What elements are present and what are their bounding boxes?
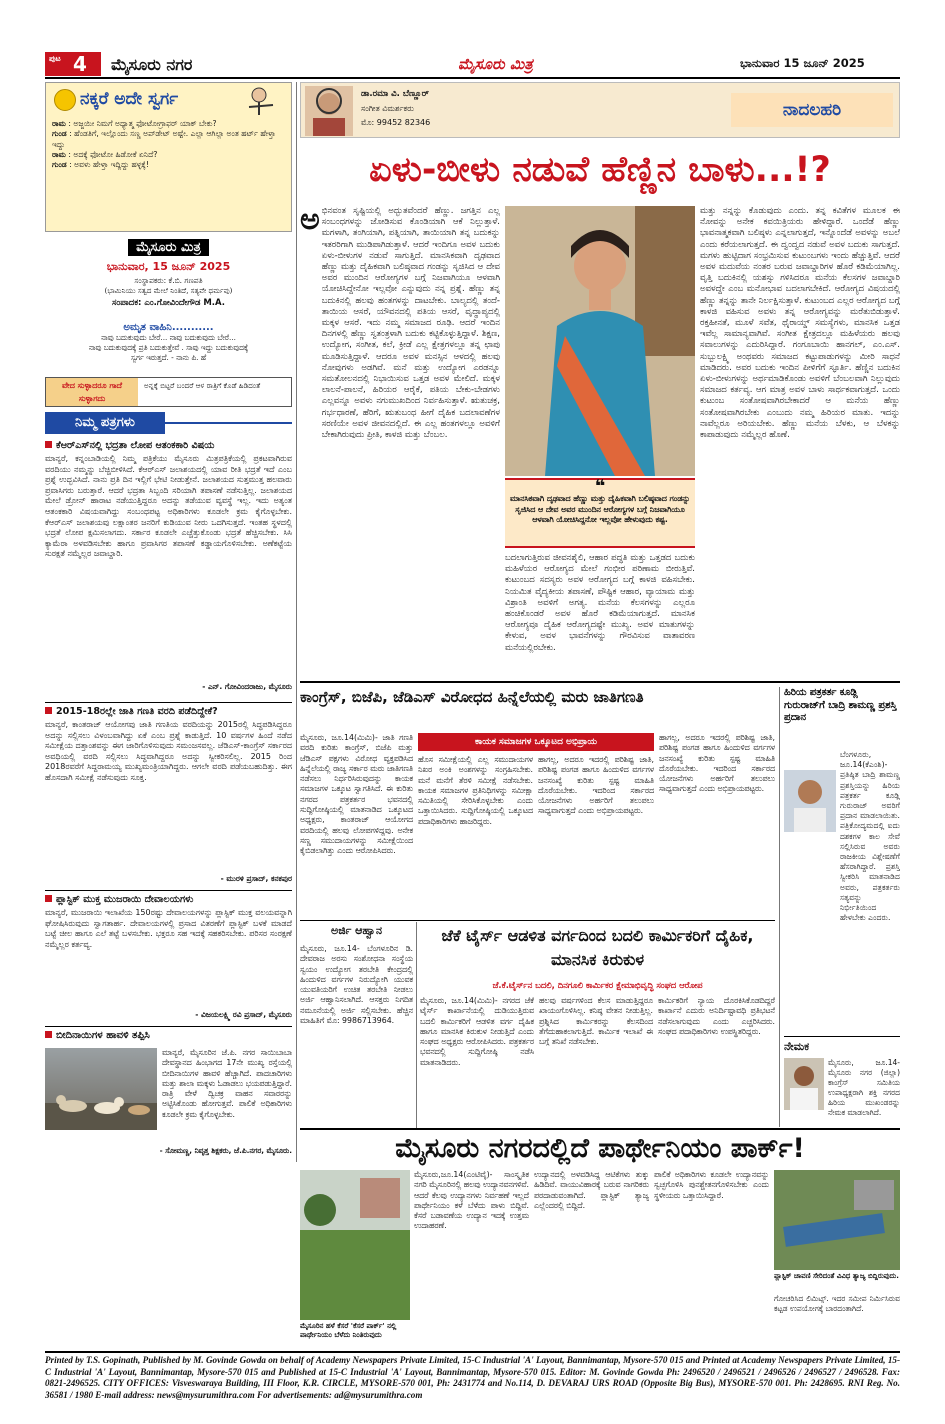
divider bbox=[784, 1036, 900, 1037]
dialogue-line: ಗುಂಡ : ಅವಳು ಹೇಳ್ತಾ ಇದ್ದಿದ್ದು ಹಳ್ಳಕ್ಕೆ! bbox=[52, 160, 149, 170]
quote-text: ಮಾನಸಿಕವಾಗಿ ದೃಢವಾದ ಹೆಣ್ಣು ಮತ್ತು ದೈಹಿಕವಾಗಿ ಬಲಿಷ್ಠವಾದ ಗಂಡನ್ನು ಸೃಜಿಸಿದ ಆ ದೇವ ಅವರ ಮುಂದಿನ ಆರೋಗ್ಯಗಳ ಬಗ್ಗೆ ನಿಜವಾಗಿಯೂ ಆಳವಾಗಿ ಯೋಚಿಸಿದ್ದನೋ ಇಲ್ಲವೋ ಹೇಳುವುದು ಕಷ್ಟ. bbox=[509, 494, 691, 524]
amrutha-line: ನಾವು ಬದುಕುವುದು ಬೇರೆ... ನಾವು ಬದುಕುವುದು ಬೇರೆ... bbox=[101, 333, 236, 342]
page-number-box bbox=[45, 52, 101, 76]
arji-title: ಅರ್ಜಿ ಆಹ್ವಾನ bbox=[330, 924, 383, 937]
letter-signature: - ವಿಜಯಲಕ್ಷ್ಮಿ ರವಿ ಪ್ರಸಾದ್, ಮೈಸೂರು bbox=[195, 1010, 292, 1019]
divider bbox=[300, 1128, 900, 1130]
drop-cap: ಅ bbox=[300, 202, 320, 237]
letter-body: ಮಾನ್ಯರೆ, ಮೈಸೂರಿನ ಜೆ.ಪಿ. ನಗರ ಸಾಯಿಬಾಬಾ ದೇವಸ್ಥಾನದ ಹಿಂಭಾಗದ 17ನೇ ಮುಖ್ಯ ರಸ್ತೆಯಲ್ಲಿ ಬೀದಿನಾಯಿಗಳ ಹಾವಳಿ ಹೆಚ್ಚಾಗಿದೆ. ಪಾದಚಾರಿಗಳು ಮತ್ತು ಶಾಲಾ ಮಕ್ಕಳು ಓಡಾಡಲು ಭಯಪಡುತ್ತಿದ್ದಾರೆ. ರಾತ್ರಿ ವೇಳೆ ದ್ವಿಚಕ್ರ ವಾಹನ ಸವಾರರನ್ನು ಅಟ್ಟಿಸಿಕೊಂಡು ಹೋಗುತ್ತವೆ. ಪಾಲಿಕೆ ಅಧಿಕಾರಿಗಳು ಕೂಡಲೇ ಕ್ರಮ ಕೈಗೊಳ್ಳಬೇಕು. bbox=[162, 1048, 292, 1119]
nakkare-title: ನಕ್ಕರೆ ಅದೇ ಸ್ವರ್ಗ bbox=[80, 89, 179, 109]
park-col2: ಉದ್ಯಾನದಲ್ಲಿ ಅಳವಡಿಸಿದ್ದ ಆಟಿಕೆಗಳು ತುಕ್ಕು ಹಿಡಿದಿವೆ. ವಾಯುವಿಹಾರಕ್ಕೆ ಬರುವ ನಾಗರಿಕರು ಪರದಾಡುವಂತಾಗಿದೆ. ಪ್ಲಾಸ್ಟಿಕ್ ತ್ಯಾಜ್ಯ ಎಲ್ಲೆಂದರಲ್ಲಿ ಬಿದ್ದಿದೆ. bbox=[534, 1170, 649, 1210]
park-photo-left bbox=[300, 1170, 410, 1320]
dialogue-line: ಗುಂಡ : ಹೆಂಡತಿಗೆ, ಇಲ್ಲೊಂದು ಸಣ್ಣ ಅಪ್‌ಡೇಟ್ ಅಷ್ಟೇ. ಎಲ್ಲಾ ಆಗಿಲ್ಲಾ ಅಂತ ಹರ್ಟ್ ಹೇಳ್ತಾ ಇದ್ದು bbox=[52, 129, 276, 149]
bullet-icon bbox=[45, 895, 52, 902]
author-photo bbox=[305, 86, 353, 136]
caste-col1: ಮೈಸೂರು, ಜೂ.14(ಮಿಮಿ)- ಜಾತಿ ಗಣತಿ ವರದಿ ಕುರಿತು ಕಾಂಗ್ರೆಸ್, ಬಿಜೆಪಿ ಮತ್ತು ಜೆಡಿಎಸ್ ಪಕ್ಷಗಳು ವಿರೋಧ ವ್ಯಕ್ತಪಡಿಸಿದ ಹಿನ್ನೆಲೆಯಲ್ಲಿ ರಾಜ್ಯ ಸರ್ಕಾರ ಮರು ಜಾತಿಗಣತಿ ನಡೆಸಲು ನಿರ್ಧರಿಸಿರುವುದನ್ನು ಕಾಯಕ ಸಮಾಜಗಳ ಒಕ್ಕೂಟ ಸ್ವಾಗತಿಸಿದೆ. ಈ ಕುರಿತು ನಗರದ ಪತ್ರಕರ್ತರ ಭವನದಲ್ಲಿ ಸುದ್ದಿಗೋಷ್ಠಿಯಲ್ಲಿ ಮಾತನಾಡಿದ ಒಕ್ಕೂಟದ ಅಧ್ಯಕ್ಷರು, ಕಾಂತರಾಜ್ ಆಯೋಗದ ವರದಿಯಲ್ಲಿ ಹಲವು ಲೋಪಗಳಿದ್ದವು. ಅನೇಕ ಸಣ್ಣ ಸಮುದಾಯಗಳನ್ನು ಸಮೀಕ್ಷೆಯಿಂದ ಕೈಬಿಡಲಾಗಿತ್ತು ಎಂದು ಆರೋಪಿಸಿದರು. bbox=[300, 733, 413, 856]
section-title: ಮೈಸೂರು ನಗರ bbox=[111, 55, 193, 74]
park-caption-left: ಮೈಸೂರಿನ ಹಳೆ ಕೆಸರೆ 'ಕೆಸರೆ ಪಾರ್ಕ್' ನಲ್ಲಿ ಪಾರ್ಥೇನಿಯಂ ಬೆಳೆದು ನಿಂತಿರುವುದು bbox=[300, 1322, 397, 1339]
feature-col3: ಮತ್ತು ನನ್ನನ್ನು ಕೊಡುವುದು ಎಂದು. ತನ್ನ ಕವಿತೆಗಳ ಮೂಲಕ ಈ ನೋವನ್ನು ಅನೇಕ ಕವಯಿತ್ರಿಯರು ಹೇಳಿದ್ದಾರೆ. ಒಂದೆಡೆ ಹೆಣ್ಣು ಭಾವನಾತ್ಮಕವಾಗಿ ಬಲಿಷ್ಠಳು ಎನ್ನಲಾಗುತ್ತದೆ, ಇನ್ನೊಂದೆಡೆ ಅವಳನ್ನು ಅಬಲೆ ಎಂದು ಕರೆಯಲಾಗುತ್ತದೆ. ಈ ದ್ವಂದ್ವದ ನಡುವೆ ಅವಳ ಬದುಕು ಸಾಗುತ್ತದೆ. ಮಗಳು ಹುಟ್ಟಿದಾಗ ಸಂಭ್ರಮಿಸುವ ಕುಟುಂಬಗಳು ಇಂದು ಹೆಚ್ಚುತ್ತಿವೆ. ಆದರೆ ಅವಳ ಮದುವೆಯ ನಂತರ ಬರುವ ಜವಾಬ್ದಾರಿಗಳ ಹೊರೆ ಕಡಿಮೆಯಾಗಿಲ್ಲ. ವೃತ್ತಿ ಬದುಕಿನಲ್ಲಿ ಯಶಸ್ಸು ಗಳಿಸಿದರೂ ಮನೆಯ ಕೆಲಸಗಳ ಜವಾಬ್ದಾರಿ ಅವಳದ್ದೇ ಎಂಬ ಮನೋಭಾವ ಬದಲಾಗಬೇಕಿದೆ. ಆರೋಗ್ಯದ ವಿಷಯದಲ್ಲಿ ಹೆಣ್ಣು ತನ್ನನ್ನು ತಾನೇ ನಿರ್ಲಕ್ಷಿಸುತ್ತಾಳೆ. ಕುಟುಂಬದ ಎಲ್ಲರ ಆರೋಗ್ಯದ ಬಗ್ಗೆ ಕಾಳಜಿ ವಹಿಸುವ ಅವಳು ತನ್ನ ಆರೋಗ್ಯವನ್ನು ಮರೆತುಬಿಡುತ್ತಾಳೆ. ರಕ್ತಹೀನತೆ, ಮೂಳೆ ಸವೆತ, ಥೈರಾಯ್ಡ್ ಸಮಸ್ಯೆಗಳು, ಮಾನಸಿಕ ಒತ್ತಡ ಇವೆಲ್ಲ ಸಾಮಾನ್ಯವಾಗಿವೆ. ಸಂಗೀತ ಕ್ಷೇತ್ರದಲ್ಲೂ ಮಹಿಳೆಯರು ಹಲವು ಸವಾಲುಗಳನ್ನು ಎದುರಿಸಿದ್ದಾರೆ. ಗಂಗೂಬಾಯಿ ಹಾನಗಲ್, ಎಂ.ಎಸ್. ಸುಬ್ಬುಲಕ್ಷ್ಮಿ ಅಂಥವರು ಸಮಾಜದ ಕಟ್ಟುಪಾಡುಗಳನ್ನು ಮೀರಿ ಸಾಧನೆ ಮಾಡಿದರು. ಅವರ ಬದುಕು ಇಂದಿನ ಪೀಳಿಗೆಗೆ ಸ್ಫೂರ್ತಿ. ಹೆಣ್ಣಿನ ಬದುಕಿನ ಏಳು-ಬೀಳುಗಳನ್ನು ಅರ್ಥಮಾಡಿಕೊಂಡು ಅವಳಿಗೆ ಬೆಂಬಲವಾಗಿ ನಿಲ್ಲುವುದು ಸಮಾಜದ ಕರ್ತವ್ಯ. ಆಗ ಮಾತ್ರ ಅವಳ ಬಾಳು ಸಾರ್ಥಕವಾಗುತ್ತದೆ. ಒಂದು ಕುಟುಂಬ ಸಂತೋಷವಾಗಿರಬೇಕಾದರೆ ಆ ಮನೆಯ ಹೆಣ್ಣು ಸಂತೋಷವಾಗಿರಬೇಕು ಎಂಬುದು ನಮ್ಮ ಹಿರಿಯರ ಮಾತು. ಇದನ್ನು ನಾವೆಲ್ಲರೂ ಅರಿಯಬೇಕು. ಹೆಣ್ಣು ಮನೆಯ ಬೆಳಕು, ಆ ಬೆಳಕನ್ನು ಕಾಪಾಡುವುದು ನಮ್ಮೆಲ್ಲರ ಹೊಣೆ. bbox=[700, 206, 900, 441]
jk-headline: ಜೆಕೆ ಟೈರ್ಸ್ ಆಡಳಿತ ವರ್ಗದಿಂದ ಬದಲಿ ಕಾರ್ಮಿಕರಿಗೆ ದೈಹಿಕ, ಮಾನಸಿಕ ಕಿರುಕುಳ bbox=[441, 926, 754, 969]
street-dogs-image bbox=[45, 1048, 157, 1130]
park-image bbox=[300, 1170, 410, 1320]
bullet-icon bbox=[45, 707, 52, 714]
letter-signature: - ಮುರಳಿ ಪ್ರಸಾದ್, ಕನಕಪುರ bbox=[220, 874, 292, 883]
letter-body: ಮಾನ್ಯರೆ, ಕಾಂತರಾಜ್ ಆಯೋಗವು ಜಾತಿ ಗಣತಿಯ ವರದಿಯನ್ನು 2015ರಲ್ಲಿ ಸಿದ್ಧಪಡಿಸಿದ್ದರೂ ಅದನ್ನು ಸಲ್ಲಿಸಲು ವಿಳಂಬವಾಗಿದ್ದು ಏಕೆ ಎಂಬ ಪ್ರಶ್ನೆ ಕಾಡುತ್ತಿದೆ. 10 ವರ್ಷಗಳ ಹಿಂದೆ ನಡೆದ ಸಮೀಕ್ಷೆಯ ದತ್ತಾಂಶವನ್ನು ಈಗ ಜಾರಿಗೊಳಿಸುವುದು ಸಮಂಜಸವಲ್ಲ. ಜೆಡಿಎಸ್-ಕಾಂಗ್ರೆಸ್ ಸರ್ಕಾರದ ಅವಧಿಯಲ್ಲಿ ವರದಿ ಸಲ್ಲಿಸಲು ಸಿದ್ಧವಾಗಿದ್ದರೂ ಅದನ್ನು ಸ್ವೀಕರಿಸಲಿಲ್ಲ. 2015 ರಿಂದ 2018ರವರೆಗೆ ಸಿದ್ದರಾಮಯ್ಯ ಮುಖ್ಯಮಂತ್ರಿಯಾಗಿದ್ದರು. ಆಗಲೇ ವರದಿ ಪಡೆಯಬಹುದಿತ್ತು. ಈಗ ಹೊಸದಾಗಿ ಸಮೀಕ್ಷೆ ನಡೆಸುವುದು ಸೂಕ್ತ. bbox=[45, 720, 292, 782]
park-col1: ಮೈಸೂರು,ಜೂ.14(ಎಂಟಿವೈ)- ಸಾಂಸ್ಕೃತಿಕ ನಗರಿ ಮೈಸೂರಿನಲ್ಲಿ ಹಲವು ಉದ್ಯಾನವನಗಳಿವೆ. ಆದರೆ ಕೆಲವು ಉದ್ಯಾನಗಳು ನಿರ್ವಹಣೆ ಇಲ್ಲದೆ ಪಾರ್ಥೇನಿಯಂ ಕಳೆ ಬೆಳೆದು ಪಾಳು ಬಿದ್ದಿವೆ. ಕೆಸರೆ ಬಡಾವಣೆಯ ಉದ್ಯಾನ ಇದಕ್ಕೆ ಉತ್ತಮ ಉದಾಹರಣೆ. bbox=[414, 1170, 529, 1231]
divider bbox=[45, 890, 292, 891]
arji-body: ಮೈಸೂರು, ಜೂ.14- ಬೆಂಗಳೂರಿನ ಡಿ. ದೇವರಾಜ ಅರಸು ಸಂಶೋಧನಾ ಸಂಸ್ಥೆಯ ಸ್ವಯಂ ಉದ್ಯೋಗ ತರಬೇತಿ ಕೇಂದ್ರದಲ್ಲಿ ಹಿಂದುಳಿದ ವರ್ಗಗಳ ನಿರುದ್ಯೋಗಿ ಯುವಕ ಯುವತಿಯರಿಗೆ ಉಚಿತ ತರಬೇತಿ ನೀಡಲು ಅರ್ಜಿ ಆಹ್ವಾನಿಸಲಾಗಿದೆ. ಆಸಕ್ತರು ನಿಗದಿತ ನಮೂನೆಯಲ್ಲಿ ಅರ್ಜಿ ಸಲ್ಲಿಸಬೇಕು. ಹೆಚ್ಚಿನ ಮಾಹಿತಿಗೆ ಮೊ: 9986713964. bbox=[300, 944, 413, 1026]
column-divider bbox=[296, 82, 297, 1162]
paper-info-date: ಭಾನುವಾರ, 15 ಜೂನ್ 2025 bbox=[106, 260, 231, 273]
letter-title: ಪ್ಲಾಸ್ಟಿಕ್ ಮುಕ್ತ ಮುಜರಾಯಿ ದೇವಾಲಯಗಳು bbox=[45, 894, 292, 906]
nemaka-photo bbox=[784, 1058, 824, 1110]
nakkare-box bbox=[45, 82, 292, 232]
veda-right: ಅನ್ನಕ್ಕೆ ಬಿಟ್ಟರೆ ಬಂದರೆ ಆಳ ರಾತ್ರಿಗೆ ಕೊಡೆ ಹಿಡಿದಂತೆ bbox=[144, 381, 261, 390]
paper-info-line2: (ಭಾಮಿನಿಯು ಸತ್ವದ ಮೇಲೆ ನಿಂತಿದೆ, ಸತ್ಯವೇ ಧರ್ಮವು) bbox=[104, 286, 233, 295]
paper-info bbox=[45, 236, 292, 320]
paper-info-line1: ಸಂಸ್ಥಾಪಕರು: ಕೆ.ಬಿ. ಗಣಪತಿ bbox=[134, 276, 203, 285]
cartoon-figure-icon bbox=[241, 85, 281, 119]
park-col4: ಗೋಚರಿಸಿದ ಲಿಮಿಟ್ಸ್. ಇದರ ಸಮೀಪ ನಿರ್ಮಿಸಿರುವ ಕಟ್ಟಡ ಉಪಯೋಗಕ್ಕೆ ಬಾರದಂತಾಗಿದೆ. bbox=[774, 1294, 900, 1313]
laugh-icon bbox=[54, 89, 76, 111]
letter-body: ಮಾನ್ಯರೆ, ಮುಜರಾಯಿ ಇಲಾಖೆಯ 150ರಷ್ಟು ದೇವಾಲಯಗಳನ್ನು ಪ್ಲಾಸ್ಟಿಕ್ ಮುಕ್ತ ವಲಯವನ್ನಾಗಿ ಘೋಷಿಸಿರುವುದು ಸ್ವಾಗತಾರ್ಹ. ದೇವಾಲಯಗಳಲ್ಲಿ ಪ್ರಸಾದ ವಿತರಣೆಗೆ ಪ್ಲಾಸ್ಟಿಕ್ ಬಳಕೆ ಮಾಡದೆ ಬಟ್ಟೆ ಚೀಲ ಹಾಗೂ ಎಲೆ ತಟ್ಟೆ ಬಳಸಬೇಕು. ಭಕ್ತರೂ ಸಹ ಇದಕ್ಕೆ ಸಹಕರಿಸಬೇಕು. ಪರಿಸರ ಸಂರಕ್ಷಣೆ ನಮ್ಮೆಲ್ಲರ ಕರ್ತವ್ಯ. bbox=[45, 908, 292, 949]
waste-image bbox=[774, 1170, 900, 1270]
letter-item bbox=[45, 440, 292, 695]
bullet-icon bbox=[45, 441, 52, 448]
veda-left: ವೇದ ಸುಳ್ಳಾದರೂ ಗಾದೆ ಸುಳ್ಳಾಗದು bbox=[46, 378, 138, 406]
bullet-icon bbox=[45, 1031, 52, 1038]
masthead-rule bbox=[45, 77, 900, 79]
banner-rule bbox=[165, 422, 292, 424]
amrutha-title: ಅಮೃತ ವಾಹಿನಿ........... bbox=[123, 322, 214, 333]
paper-logo: ಮೈಸೂರು ಮಿತ್ರ bbox=[458, 55, 533, 73]
nemaka-body: ಮೈಸೂರು, ಜೂ.14- ಮೈಸೂರು ನಗರ (ಜಿಲ್ಲಾ) ಕಾಂಗ್ರೆಸ್ ಸಮಿತಿಯ ಉಪಾಧ್ಯಕ್ಷರಾಗಿ ಶಕ್ತಿ ನಗರದ ಹಿರಿಯ ಮುಖಂಡರನ್ನು ನೇಮಕ ಮಾಡಲಾಗಿದೆ. bbox=[828, 1058, 900, 1117]
letter-item bbox=[45, 894, 292, 1022]
veda-box bbox=[45, 377, 292, 407]
patragalu-banner bbox=[45, 412, 292, 436]
feature-headline: ಏಳು-ಬೀಳು ನಡುವೆ ಹೆಣ್ಣಿನ ಬಾಳು...!? bbox=[369, 150, 831, 190]
letter-item bbox=[45, 1030, 292, 1162]
page-label: ಪುಟ bbox=[49, 54, 61, 63]
jk-col3: ಕಾರ್ಮಿಕರಿಗೆ ನ್ಯಾಯ ದೊರಕಿಸಿಕೊಡದಿದ್ದರೆ ಕಾರ್ಖಾನೆ ಎದುರು ಅನಿರ್ದಿಷ್ಟಾವಧಿ ಪ್ರತಿಭಟನೆ ನಡೆಸಲಾಗುವುದು ಎಂದು ಎಚ್ಚರಿಸಿದರು. ಸಂಘದ ಪದಾಧಿಕಾರಿಗಳು ಉಪಸ್ಥಿತರಿದ್ದರು. bbox=[658, 996, 775, 1036]
letter-title: 2015-18ರಲ್ಲೇ ಜಾತಿ ಗಣತಿ ವರದಿ ಪಡೆದಿದ್ದೇಕೆ? bbox=[45, 706, 292, 718]
paper-info-logo: ಮೈಸೂರು ಮಿತ್ರ bbox=[128, 239, 209, 256]
guru-body: ಬೆಂಗಳೂರು, ಜೂ.14(ಕೆಎಂಶಿ)- ಪ್ರತಿಷ್ಠಿತ ಬಾದ್ರಿ ಶಾಮಣ್ಣ ಪ್ರಶಸ್ತಿಯನ್ನು ಹಿರಿಯ ಪತ್ರಕರ್ತ ಕೂಡ್ಲಿ ಗುರುರಾಜ್ ಅವರಿಗೆ ಪ್ರದಾನ ಮಾಡಲಾಯಿತು. ಪತ್ರಿಕೋದ್ಯಮದಲ್ಲಿ ಐದು ದಶಕಗಳ ಕಾಲ ಸೇವೆ ಸಲ್ಲಿಸಿರುವ ಅವರು ರಾಜಕೀಯ ವಿಶ್ಲೇಷಣೆಗೆ ಹೆಸರಾಗಿದ್ದಾರೆ. ಪ್ರಶಸ್ತಿ ಸ್ವೀಕರಿಸಿ ಮಾತನಾಡಿದ ಅವರು, ಪತ್ರಕರ್ತರು ಸತ್ಯವನ್ನು ನಿರ್ಭೀತಿಯಿಂದ ಹೇಳಬೇಕು ಎಂದರು. bbox=[840, 750, 900, 923]
dialogue-line: ರಾಮ : ಅದಕ್ಕೆ ಫೋಟೋ ಹಿಡೋಕೆ ಏನಿದೆ? bbox=[52, 149, 158, 159]
issue-date: ಭಾನುವಾರ 15 ಜೂನ್ 2025 bbox=[740, 56, 865, 70]
page-number: 4 bbox=[73, 52, 87, 76]
letter-item bbox=[45, 706, 292, 886]
quote-icon: ❝ bbox=[594, 476, 606, 497]
guru-headline: ಹಿರಿಯ ಪತ್ರಕರ್ತ ಕೂಡ್ಲಿ ಗುರುರಾಜ್‌ಗೆ ಬಾದ್ರಿ ಶಾಮಣ್ಣ ಪ್ರಶಸ್ತಿ ಪ್ರದಾನ bbox=[784, 687, 897, 723]
feature-col2-bottom: ಬದಲಾಗುತ್ತಿರುವ ಜೀವನಶೈಲಿ, ಆಹಾರ ಪದ್ಧತಿ ಮತ್ತು ಒತ್ತಡದ ಬದುಕು ಮಹಿಳೆಯರ ಆರೋಗ್ಯದ ಮೇಲೆ ಗಂಭೀರ ಪರಿಣಾಮ ಬೀರುತ್ತಿವೆ. ಕುಟುಂಬದ ಸದಸ್ಯರು ಅವಳ ಆರೋಗ್ಯದ ಬಗ್ಗೆ ಕಾಳಜಿ ವಹಿಸಬೇಕು. ನಿಯಮಿತ ವೈದ್ಯಕೀಯ ತಪಾಸಣೆ, ಪೌಷ್ಟಿಕ ಆಹಾರ, ವ್ಯಾಯಾಮ ಮತ್ತು ವಿಶ್ರಾಂತಿ ಅವಳಿಗೆ ಅಗತ್ಯ. ಮನೆಯ ಕೆಲಸಗಳನ್ನು ಎಲ್ಲರೂ ಹಂಚಿಕೊಂಡರೆ ಅವಳ ಹೊರೆ ಕಡಿಮೆಯಾಗುತ್ತದೆ. ಮಾನಸಿಕ ಆರೋಗ್ಯವೂ ದೈಹಿಕ ಆರೋಗ್ಯದಷ್ಟೇ ಮುಖ್ಯ. ಅವಳ ಮಾತುಗಳನ್ನು ಕೇಳುವ, ಅವಳ ಭಾವನೆಗಳನ್ನು ಗೌರವಿಸುವ ವಾತಾವರಣ ಮನೆಯಲ್ಲಿರಬೇಕು. bbox=[505, 553, 695, 653]
imprint-footer: Printed by T.S. Gopinath, Published by M. Govinde Gowda on behalf of Academy Newspapers Private Limited, 15-C Industrial 'A' Layout, Bannimantap, Mysore-570 015 and Printed at Academy Newspapers Private Limited, 15-C Industrial 'A' Layout, Bannimantap, Mysore-570 015 and Published at 15-C Industrial 'A' Layout, Bannimantap, Mysore-570 015. Editor: M. Govinde Gowda Ph: 2496520 / 2496521 / 2496526 / 2496527 / 2496528. Fax: 0821-2496525. CITY OFFICES: Visveswaraya Building, III Floor, K.R. CIRCLE, MYSORE-570 001, Ph: 2431774 and No.114, D. DEVARAJ URS ROAD (Opposite Big Bus), MYSORE-570 001. Ph: 2428695. RNI Reg. No. 36581 / 1980 E-mail address: news@mysurumithra.com For advertisements: ad@mysurumithra.com bbox=[45, 1355, 900, 1400]
divider bbox=[45, 1026, 292, 1027]
nemaka-title: ನೇಮಕ bbox=[784, 1040, 810, 1053]
author-role: ಸಂಗೀತ ವಿಮರ್ಶಕರು bbox=[361, 104, 414, 113]
jk-col2: ಹಲವು ವರ್ಷಗಳಿಂದ ಕೆಲಸ ಮಾಡುತ್ತಿದ್ದರೂ ಖಾಯಂಗೊಳಿಸಿಲ್ಲ. ಕನಿಷ್ಠ ವೇತನ ನೀಡುತ್ತಿಲ್ಲ. ಪ್ರಶ್ನಿಸಿದ ಕಾರ್ಮಿಕರನ್ನು ಕೆಲಸದಿಂದ ತೆಗೆದುಹಾಕಲಾಗುತ್ತಿದೆ. ಕಾರ್ಮಿಕ ಇಲಾಖೆ ಈ ಬಗ್ಗೆ ತನಿಖೆ ನಡೆಸಬೇಕು. bbox=[539, 996, 653, 1047]
feature-header bbox=[300, 82, 900, 138]
letter-title: ಬೀದಿನಾಯಿಗಳ ಹಾವಳಿ ತಪ್ಪಿಸಿ bbox=[45, 1030, 292, 1042]
letter-title: ಕೆಆರ್‌ಎಸ್‌ನಲ್ಲಿ ಭದ್ರತಾ ಲೋಪ ಆತಂಕಕಾರಿ ವಿಷಯ bbox=[45, 440, 292, 452]
caste-subhead: ಕಾಯಕ ಸಮಾಜಗಳ ಒಕ್ಕೂಟದ ಅಭಿಪ್ರಾಯ bbox=[418, 733, 654, 751]
patragalu-title: ನಿಮ್ಮ ಪತ್ರಗಳು bbox=[45, 412, 165, 434]
jk-col1: ಮೈಸೂರು, ಜೂ.14(ಮಿಮಿ)- ನಗರದ ಜೆಕೆ ಟೈರ್ಸ್ ಕಾರ್ಖಾನೆಯಲ್ಲಿ ದುಡಿಯುತ್ತಿರುವ ಬದಲಿ ಕಾರ್ಮಿಕರಿಗೆ ಆಡಳಿತ ವರ್ಗ ದೈಹಿಕ ಹಾಗೂ ಮಾನಸಿಕ ಕಿರುಕುಳ ನೀಡುತ್ತಿದೆ ಎಂದು ಸಂಘದ ಅಧ್ಯಕ್ಷರು ಆರೋಪಿಸಿದರು. ಪತ್ರಕರ್ತರ ಭವನದಲ್ಲಿ ಸುದ್ದಿಗೋಷ್ಠಿ ನಡೆಸಿ ಮಾತನಾಡಿದರು. bbox=[420, 996, 534, 1067]
caste-col2: ಹೊಸ ಸಮೀಕ್ಷೆಯಲ್ಲಿ ಎಲ್ಲ ಸಮುದಾಯಗಳ ನಿಖರ ಅಂಕಿ ಅಂಶಗಳನ್ನು ಸಂಗ್ರಹಿಸಬೇಕು. ಮನೆ ಮನೆಗೆ ತೆರಳಿ ಸಮೀಕ್ಷೆ ನಡೆಸಬೇಕು. ಕಾಯಕ ಸಮಾಜಗಳ ಪ್ರತಿನಿಧಿಗಳನ್ನು ಸಮೀಕ್ಷಾ ಸಮಿತಿಯಲ್ಲಿ ಸೇರಿಸಿಕೊಳ್ಳಬೇಕು ಎಂದು ಒತ್ತಾಯಿಸಿದರು. ಸುದ್ದಿಗೋಷ್ಠಿಯಲ್ಲಿ ಒಕ್ಕೂಟದ ಪದಾಧಿಕಾರಿಗಳು ಹಾಜರಿದ್ದರು. bbox=[418, 755, 533, 826]
caste-col3: ಹಾಗಲ್ಲ, ಅದರೂ ಇದರಲ್ಲಿ ಪರಿಶಿಷ್ಟ ಜಾತಿ, ಪರಿಶಿಷ್ಟ ಪಂಗಡ ಹಾಗೂ ಹಿಂದುಳಿದ ವರ್ಗಗಳ ಜನಸಂಖ್ಯೆ ಕುರಿತು ಸ್ಪಷ್ಟ ಮಾಹಿತಿ ದೊರೆಯಬೇಕು. ಇದರಿಂದ ಸರ್ಕಾರದ ಯೋಜನೆಗಳು ಅರ್ಹರಿಗೆ ತಲುಪಲು ಸಾಧ್ಯವಾಗುತ್ತದೆ ಎಂದು ಅಭಿಪ್ರಾಯಪಟ್ಟರು. bbox=[659, 733, 775, 794]
author-phone: ಮೊ: 99452 82346 bbox=[361, 118, 431, 127]
column-divider bbox=[416, 922, 417, 1128]
nakkare-dialogue bbox=[52, 119, 287, 170]
author-name: ಡಾ.ರಮಾ ವಿ. ಬೆಣ್ಣೂರ್ bbox=[361, 89, 429, 99]
park-caption-right: ಪ್ಲಾಸ್ಟಿಕ್ ಚಾವಣಿ ಸೇರಿದಂತೆ ವಿವಿಧ ತ್ಯಾಜ್ಯ ಬಿದ್ದಿರುವುದು. bbox=[774, 1272, 899, 1280]
jk-subhead: ಜೆ.ಕೆ.ಟೈರ್ಸ್‌ನ ಬದಲಿ, ದಿನಗೂಲಿ ಕಾರ್ಮಿಕರ ಕ್ಷೇಮಾಭಿವೃದ್ಧಿ ಸಂಘದ ಆರೋಪ bbox=[492, 980, 703, 990]
masthead bbox=[45, 50, 900, 78]
park-photo-right bbox=[774, 1170, 900, 1270]
column-name: ನಾದಲಹರಿ bbox=[731, 93, 893, 127]
column-divider bbox=[779, 687, 780, 1127]
feature-illustration bbox=[505, 206, 695, 476]
letter-body: ಮಾನ್ಯರೆ, ಕನ್ನಂಬಾಡಿಯಲ್ಲಿ ನಿಮ್ಮ ಪತ್ರಿಕೆಯು ಮೈಸೂರು ಮಿತ್ರಪತ್ರಿಕೆಯಲ್ಲಿ ಪ್ರಕಟವಾಗಿರುವ ವರದಿಯು ನಮ್ಮನ್ನು ಬೆಚ್ಚಿಬೀಳಿಸಿದೆ. ಕೆಆರ್‌ಎಸ್ ಜಲಾಶಯದಲ್ಲಿ ಯಾವ ರೀತಿ ಭದ್ರತೆ ಇದೆ ಎಂಬ ಪ್ರಶ್ನೆ ಉದ್ಭವಿಸಿದೆ. ನಾನು ಪ್ರತಿ ದಿನ ಇಲ್ಲಿಗೆ ಭೇಟಿ ನೀಡುತ್ತೇನೆ. ಜಲಾಶಯದ ಸುತ್ತಮುತ್ತ ಹಲವಾರು ಪ್ರವಾಸಿಗರು ಬರುತ್ತಾರೆ. ಆದರೆ ಭದ್ರತಾ ಸಿಬ್ಬಂದಿ ಸರಿಯಾಗಿ ತಪಾಸಣೆ ನಡೆಸುತ್ತಿಲ್ಲ. ಜಲಾಶಯದ ಮೇಲೆ ಡ್ರೋನ್ ಹಾರಾಟ ನಡೆಯುತ್ತಿದ್ದರೂ ಅದನ್ನು ತಡೆಯುವ ವ್ಯವಸ್ಥೆ ಇಲ್ಲ. ಇದು ಅತ್ಯಂತ ಆತಂಕಕಾರಿ ವಿಷಯವಾಗಿದ್ದು ಸಂಬಂಧಪಟ್ಟ ಅಧಿಕಾರಿಗಳು ಕೂಡಲೇ ಕ್ರಮ ಕೈಗೊಳ್ಳಬೇಕು. ಕೆಆರ್‌ಎಸ್ ಜಲಾಶಯವು ಲಕ್ಷಾಂತರ ಜನರಿಗೆ ಕುಡಿಯುವ ನೀರು ಒದಗಿಸುತ್ತದೆ. ಇಂತಹ ಸ್ಥಳದಲ್ಲಿ ಭದ್ರತೆ ಲೋಪ ಕ್ಷಮಿಸಲಾಗದು. ಸರ್ಕಾರ ಕೂಡಲೇ ಎಚ್ಚೆತ್ತುಕೊಂಡು ಭದ್ರತೆ ಹೆಚ್ಚಿಸಬೇಕು. ಸಿಸಿ ಕ್ಯಾಮೆರಾ ಅಳವಡಿಸಬೇಕು ಹಾಗೂ ಪ್ರವಾಸಿಗರ ತಪಾಸಣೆ ಕಡ್ಡಾಯಗೊಳಿಸಬೇಕು. ಅಣೆಕಟ್ಟೆಯ ಸುರಕ್ಷತೆ ನಮ್ಮೆಲ್ಲರ ಜವಾಬ್ದಾರಿ. bbox=[45, 454, 292, 559]
divider bbox=[300, 681, 900, 683]
divider bbox=[45, 702, 292, 703]
park-headline: ಮೈಸೂರು ನಗರದಲ್ಲಿದೆ ಪಾರ್ಥೇನಿಯಂ ಪಾರ್ಕ್! bbox=[395, 1133, 805, 1164]
feature-col1 bbox=[300, 202, 500, 676]
caste-col2b: ಹಾಗಲ್ಲ, ಅದರೂ ಇದರಲ್ಲಿ ಪರಿಶಿಷ್ಟ ಜಾತಿ, ಪರಿಶಿಷ್ಟ ಪಂಗಡ ಹಾಗೂ ಹಿಂದುಳಿದ ವರ್ಗಗಳ ಜನಸಂಖ್ಯೆ ಕುರಿತು ಸ್ಪಷ್ಟ ಮಾಹಿತಿ ದೊರೆಯಬೇಕು. ಇದರಿಂದ ಸರ್ಕಾರದ ಯೋಜನೆಗಳು ಅರ್ಹರಿಗೆ ತಲುಪಲು ಸಾಧ್ಯವಾಗುತ್ತದೆ ಎಂದು ಅಭಿಪ್ರಾಯಪಟ್ಟರು. bbox=[538, 755, 654, 816]
feature-quote bbox=[505, 478, 695, 548]
park-col3: ಪಾಲಿಕೆ ಅಧಿಕಾರಿಗಳು ಕೂಡಲೇ ಉದ್ಯಾನವನ್ನು ಸ್ವಚ್ಛಗೊಳಿಸಿ ಪುನಶ್ಚೇತನಗೊಳಿಸಬೇಕು ಎಂದು ಸ್ಥಳೀಯರು ಒತ್ತಾಯಿಸಿದ್ದಾರೆ. bbox=[654, 1170, 769, 1200]
amrutha-box bbox=[45, 322, 292, 376]
caste-headline: ಕಾಂಗ್ರೆಸ್, ಬಿಜೆಪಿ, ಜೆಡಿಎಸ್ ವಿರೋಧದ ಹಿನ್ನೆಲೆಯಲ್ಲಿ ಮರು ಜಾತಿಗಣತಿ bbox=[300, 688, 644, 706]
dialogue-line: ರಾಮ : ಅಜ್ಜಯೀ ನಿಮಗೆ ಅಧ್ಯಾತ್ಮ ಫೋಟೋಗ್ರಾಫರ್ ಯಾಕ್ ಬೇಕು? bbox=[52, 119, 217, 128]
dogs-photo bbox=[45, 1048, 157, 1130]
divider bbox=[300, 920, 775, 921]
footer-rule bbox=[45, 1351, 900, 1353]
letter-signature: - ಸೋಮಣ್ಣ, ನಿವೃತ್ತ ಶಿಕ್ಷಕರು, ಜೆ.ಪಿ.ನಗರ, ಮೈಸೂರು. bbox=[159, 1146, 292, 1155]
amrutha-line: ನಾವು ಬದುಕುವುದಕ್ಕೆ ಪ್ರತಿ ಬದುಕುತ್ತೇವೆ . ಸಾವು ಇದ್ದು ಬದುಕುವುದಕ್ಕೆ bbox=[88, 343, 249, 352]
amrutha-line: ಸ್ವರ್ಗ ಇರುತ್ತದೆ. - ನಾನು ಪಿ. ಹೆ bbox=[130, 353, 207, 362]
letter-signature: - ಎನ್. ಗೋವಿಂದರಾಜು, ಮೈಸೂರು bbox=[202, 682, 292, 691]
paper-info-editor: ಸಂಪಾದಕ: ಎಂ.ಗೋವಿಂದೇಗೌಡ M.A. bbox=[112, 298, 225, 308]
feature-body: ಭಿನವಂತ ಸೃಷ್ಟಿಯಲ್ಲಿ ಅದ್ಭುತವೆಂದರೆ ಹೆಣ್ಣು. ಜಗತ್ತಿನ ಎಲ್ಲ ಸಂಬಂಧಗಳನ್ನು ಜೋಡಿಸುವ ಕೊಂಡಿಯಾಗಿ ಆಕೆ ನಿಲ್ಲುತ್ತಾಳೆ. ಮಗಳಾಗಿ, ತಂಗಿಯಾಗಿ, ಪತ್ನಿಯಾಗಿ, ತಾಯಿಯಾಗಿ ತನ್ನ ಬದುಕನ್ನು ಇತರರಿಗಾಗಿ ಮುಡಿಪಾಗಿಡುತ್ತಾಳೆ. ಆದರೆ ಇಂದಿಗೂ ಅವಳ ಬದುಕು ಏಳು-ಬೀಳುಗಳ ನಡುವೆ ಸಾಗುತ್ತಿದೆ. ಮಾನಸಿಕವಾಗಿ ದೃಢವಾದ ಹೆಣ್ಣು ಮತ್ತು ದೈಹಿಕವಾಗಿ ಬಲಿಷ್ಠವಾದ ಗಂಡನ್ನು ಸೃಜಿಸಿದ ಆ ದೇವ ಅವರ ಮುಂದಿನ ಆರೋಗ್ಯಗಳ ಬಗ್ಗೆ ನಿಜವಾಗಿಯೂ ಆಳವಾಗಿ ಯೋಚಿಸಿದ್ದೇನೋ ಇಲ್ಲವೋ ಎನ್ನುವುದು ನನ್ನ ಪ್ರಶ್ನೆ. ಹೆಣ್ಣು ತನ್ನ ಬದುಕಿನಲ್ಲಿ ಹಲವು ಹಂತಗಳನ್ನು ದಾಟಬೇಕು. ಬಾಲ್ಯದಲ್ಲಿ ತಂದೆ-ತಾಯಿಯ ಆಸರೆ, ಯೌವನದಲ್ಲಿ ಪತಿಯ ಆಸರೆ, ವೃದ್ಧಾಪ್ಯದಲ್ಲಿ ಮಕ್ಕಳ ಆಸರೆ. ಇದು ನಮ್ಮ ಸಮಾಜದ ರೂಢಿ. ಆದರೆ ಇಂದಿನ ದಿನಗಳಲ್ಲಿ ಹೆಣ್ಣು ಸ್ವತಂತ್ರಳಾಗಿ ಬದುಕು ಕಟ್ಟಿಕೊಳ್ಳುತ್ತಿದ್ದಾಳೆ. ಶಿಕ್ಷಣ, ಉದ್ಯೋಗ, ಸಂಗೀತ, ಕಲೆ, ಕ್ರೀಡೆ ಎಲ್ಲ ಕ್ಷೇತ್ರಗಳಲ್ಲೂ ತನ್ನ ಛಾಪು ಮೂಡಿಸುತ್ತಿದ್ದಾಳೆ. ಆದರೂ ಅವಳ ಮನಸ್ಸಿನ ಆಳದಲ್ಲಿ ಹಲವು ನೋವುಗಳು ಅಡಗಿವೆ. ಮನೆ ಮತ್ತು ಉದ್ಯೋಗ ಎರಡನ್ನೂ ಸಮತೋಲನದಲ್ಲಿ ನಿಭಾಯಿಸುವ ಒತ್ತಡ ಅವಳ ಮೇಲಿದೆ. ಮಕ್ಕಳ ಲಾಲನೆ-ಪಾಲನೆ, ಹಿರಿಯರ ಆರೈಕೆ, ಪತಿಯ ಬೇಕು-ಬೇಡಗಳು ಎಲ್ಲವನ್ನೂ ಅವಳು ನಗುಮುಖದಿಂದ ನಿರ್ವಹಿಸುತ್ತಾಳೆ. ಋತುಚಕ್ರ, ಗರ್ಭಧಾರಣೆ, ಹೆರಿಗೆ, ಋತುಬಂಧ ಹೀಗೆ ದೈಹಿಕ ಬದಲಾವಣೆಗಳ ಸರಣಿಯೇ ಅವಳ ಜೀವನದಲ್ಲಿದೆ. ಈ ಎಲ್ಲ ಹಂತಗಳಲ್ಲೂ ಅವಳಿಗೆ ಬೇಕಾಗಿರುವುದು ಪ್ರೀತಿ, ಕಾಳಜಿ ಮತ್ತು ಬೆಂಬಲ. bbox=[321, 206, 500, 441]
woman-illustration bbox=[505, 206, 695, 476]
